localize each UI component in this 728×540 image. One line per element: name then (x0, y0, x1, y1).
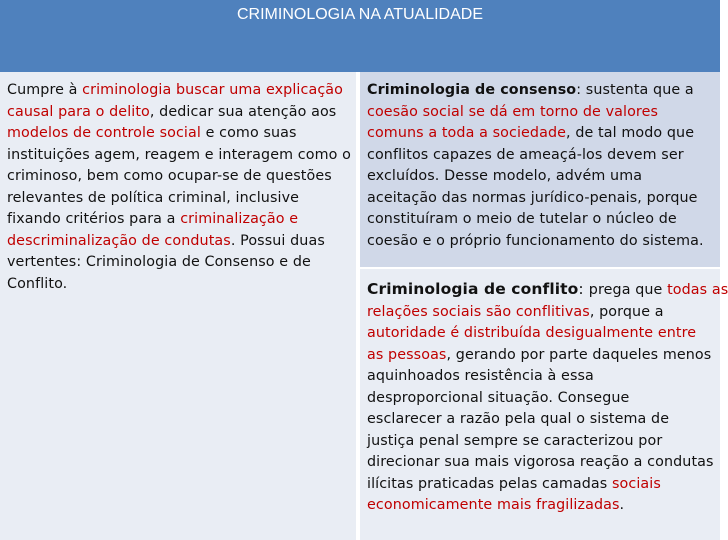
text-line (367, 345, 728, 367)
text-line (7, 274, 351, 296)
text-segment: constituíram o meio de tutelar o núcleo de (367, 211, 677, 227)
text-segment: economicamente mais fragilizadas (367, 497, 620, 513)
text-segment: aceitação das normas jurídico-penais, porque (367, 189, 698, 206)
text-segment: criminoso, bem como ocupar-se de questões (7, 168, 332, 184)
text-segment: fixando critérios para a (7, 211, 181, 227)
text-segment: ilícitas praticadas pelas camadas (367, 475, 612, 492)
text-segment: comuns a toda a sociedade (367, 125, 567, 141)
text-segment: coesão social se dá em torno de valores (367, 103, 659, 120)
text-line (367, 231, 704, 253)
consensus-text (367, 80, 704, 252)
text-line (7, 209, 351, 231)
text-line (367, 123, 704, 145)
text-segment: Conflito. (7, 275, 68, 292)
text-line (7, 123, 351, 145)
text-line (367, 388, 728, 410)
text-segment: justiça penal sempre se caracterizou por (367, 432, 663, 449)
text-segment: relevantes de política criminal, inclusive (7, 189, 300, 206)
text-segment: autoridade é distribuída desigualmente entre (367, 325, 697, 341)
text-line (367, 188, 704, 210)
text-segment: criminologia buscar uma explicação (82, 82, 343, 98)
text-line (367, 323, 728, 345)
text-segment: , porque a (589, 303, 664, 320)
text-segment: Criminologia de consenso (367, 82, 577, 98)
text-line (367, 366, 728, 388)
text-segment: Criminologia de conflito (367, 280, 579, 298)
text-line (7, 252, 351, 274)
text-segment: causal para o delito (7, 103, 150, 120)
text-line (7, 102, 351, 124)
text-segment: conflitos capazes de ameaçá-los devem ser (367, 146, 684, 163)
intro-text (7, 80, 351, 295)
text-line (367, 409, 728, 431)
text-segment: . (619, 497, 625, 513)
text-segment: modelos de controle social (7, 125, 201, 141)
text-line (7, 80, 351, 102)
page-title: CRIMINOLOGIA NA ATUALIDADE (237, 6, 483, 23)
text-line (367, 209, 704, 231)
text-segment: , de tal modo que (566, 125, 695, 141)
text-line (367, 166, 704, 188)
text-segment: e como suas (200, 125, 297, 141)
text-line (7, 231, 351, 253)
text-line (367, 145, 704, 167)
text-segment: prega que (588, 282, 668, 298)
text-line (7, 188, 351, 210)
text-segment: todas as (667, 282, 728, 298)
text-segment: criminalização e (180, 211, 299, 227)
text-line (367, 474, 728, 496)
text-line (367, 302, 728, 324)
text-segment: relações sociais são conflitivas (367, 303, 590, 320)
text-segment: : sustenta que a (576, 82, 694, 98)
text-segment: . Possui duas (230, 232, 325, 249)
text-segment: : (578, 280, 589, 298)
text-line (367, 431, 728, 453)
conflict-text (367, 279, 728, 517)
text-line (367, 279, 728, 302)
text-segment: desproporcional situação. Consegue (367, 389, 630, 406)
text-segment: direcionar sua mais vigorosa reação a condutas (367, 454, 714, 470)
text-segment: vertentes: Criminologia de Consenso e de (7, 254, 311, 270)
text-segment: as pessoas (367, 346, 447, 363)
text-segment: , dedicar sua atenção aos (149, 103, 337, 120)
text-segment: aquinhoados resistência à essa (367, 368, 594, 384)
text-segment: descriminalização de condutas (7, 232, 231, 249)
text-segment: coesão e o próprio funcionamento do sistema. (367, 232, 704, 249)
text-line (7, 166, 351, 188)
text-segment: excluídos. Desse modelo, advém uma (367, 168, 643, 184)
text-line (367, 102, 704, 124)
text-line (367, 495, 728, 517)
title-bar (0, 0, 720, 73)
text-segment: Cumpre à (7, 82, 83, 98)
text-line (367, 80, 704, 102)
text-segment: sociais (612, 475, 661, 492)
text-line (367, 452, 728, 474)
text-segment: esclarecer a razão pela qual o sistema de (367, 411, 670, 427)
text-segment: , gerando por parte daqueles menos (446, 346, 712, 363)
text-segment: instituições agem, reagem e interagem como o (7, 146, 351, 163)
text-line (7, 145, 351, 167)
